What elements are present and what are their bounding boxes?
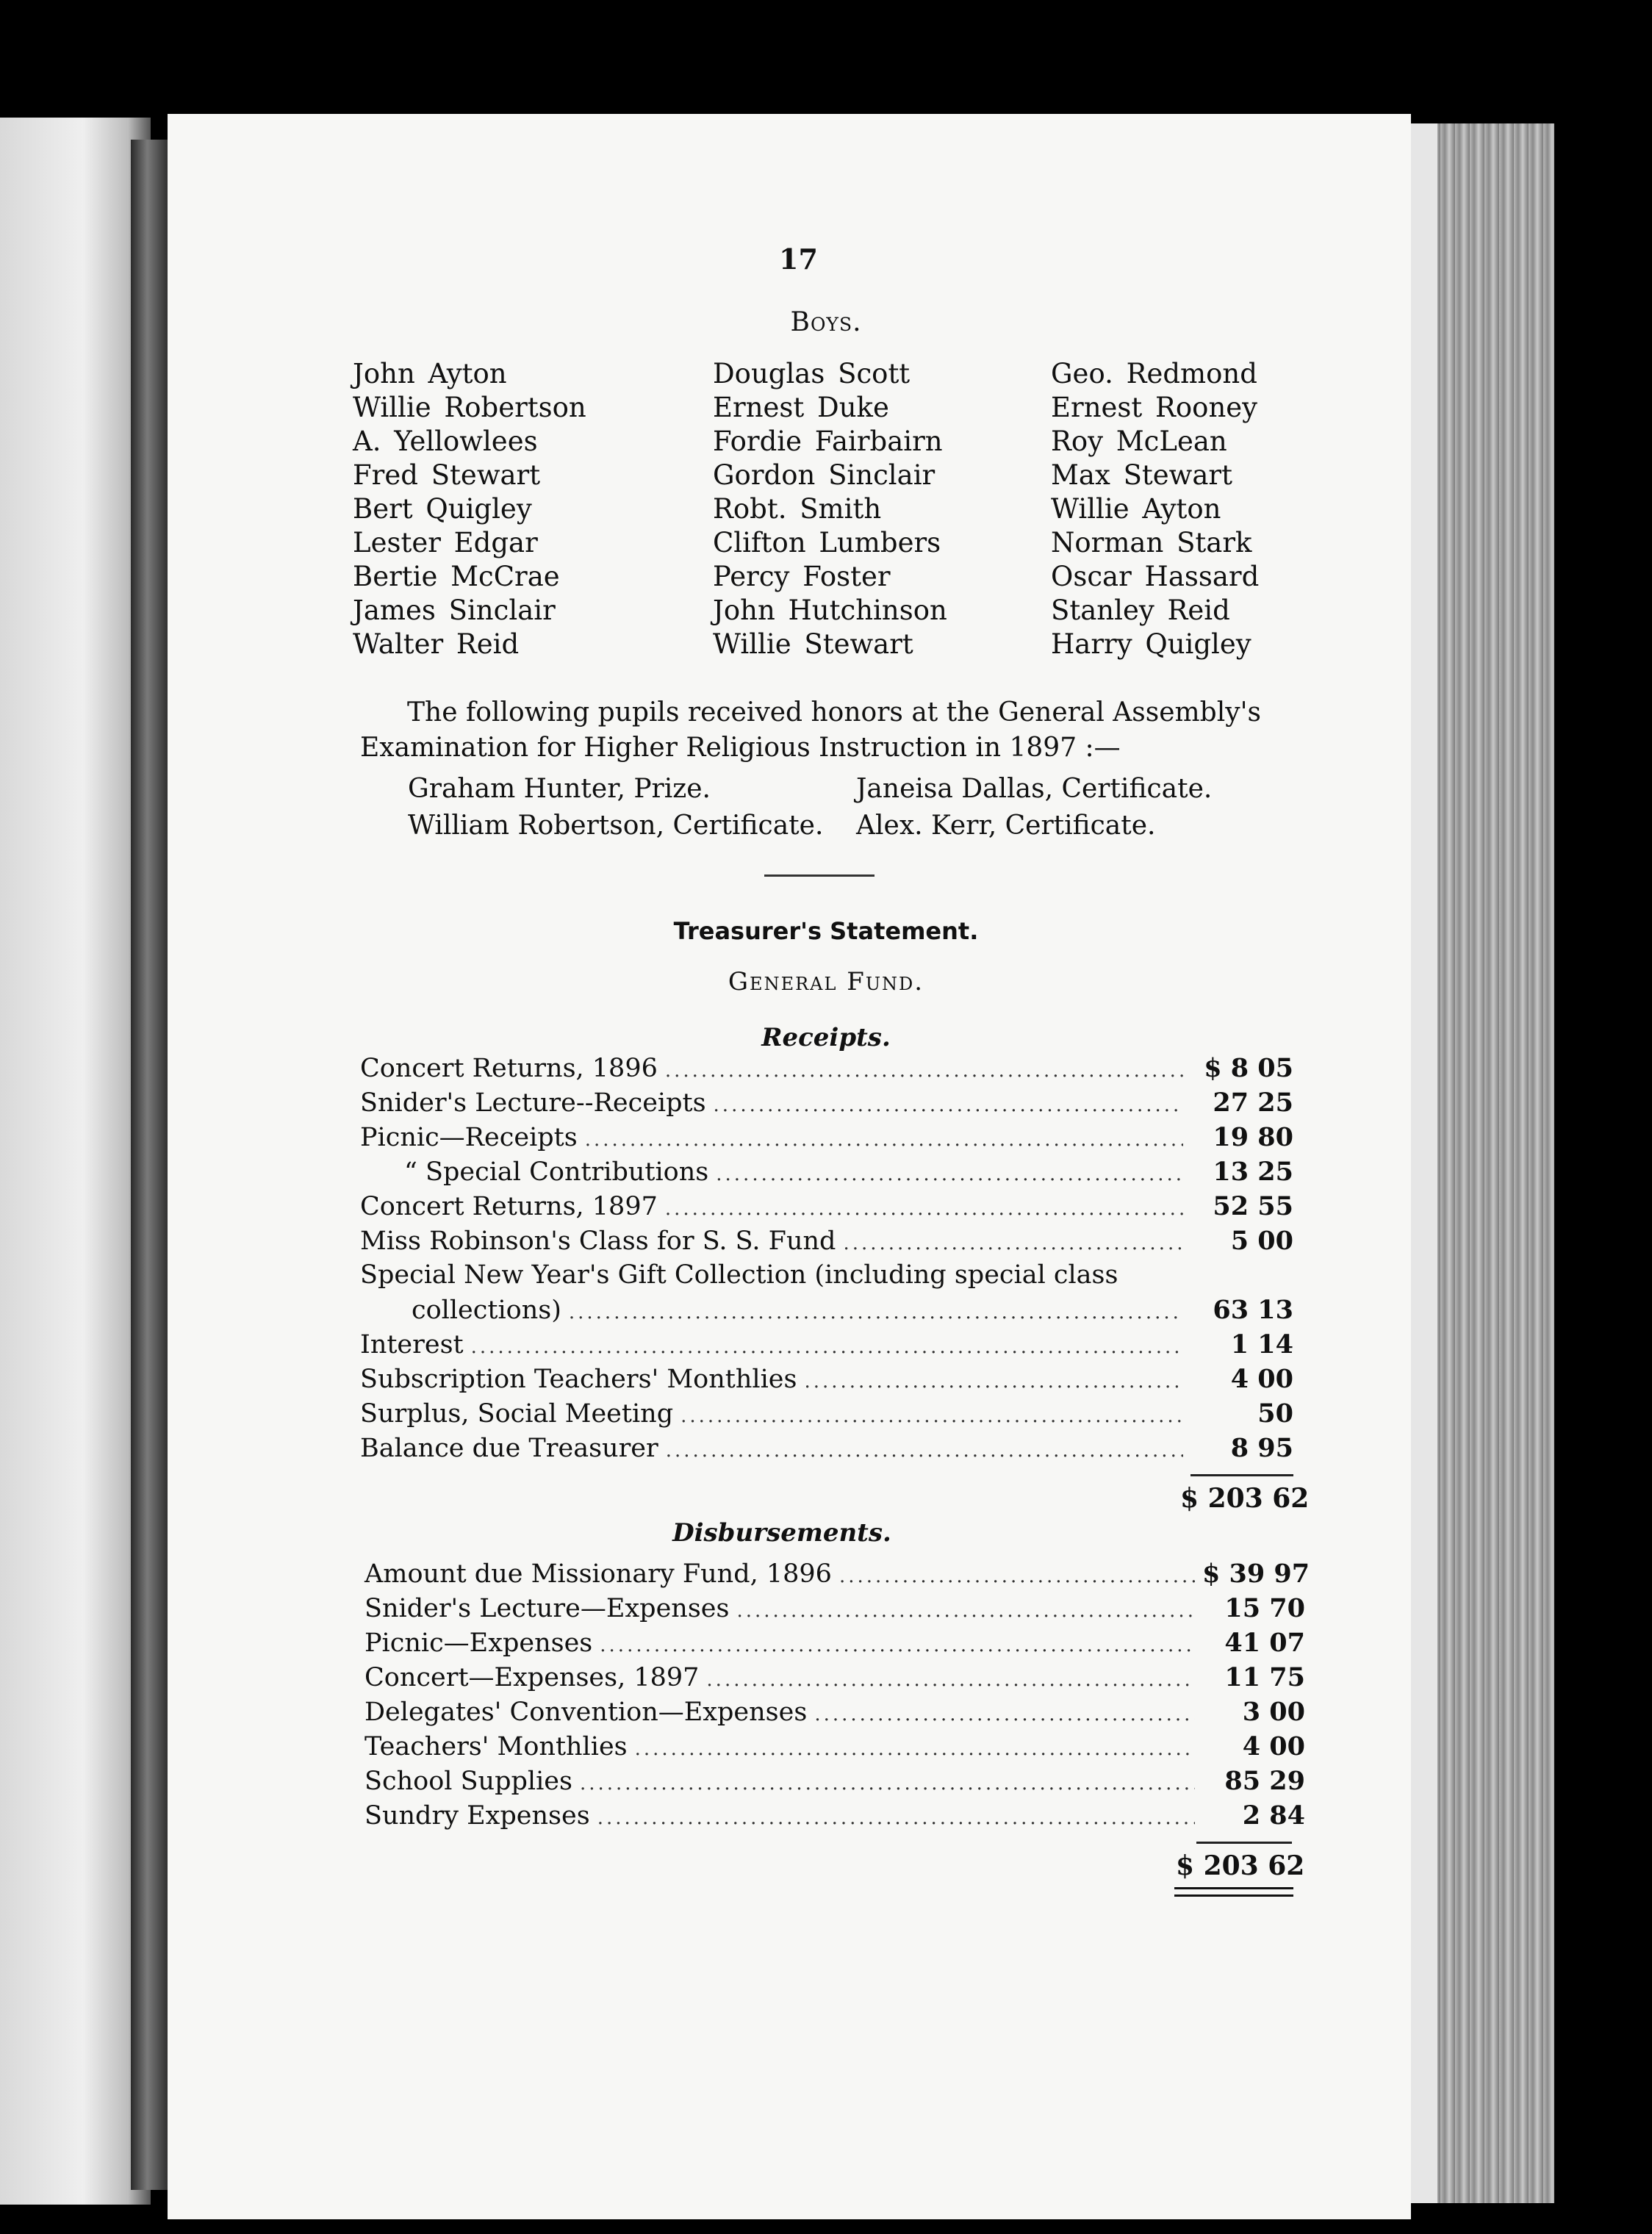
ledger-label: “ Special Contributions xyxy=(404,1157,709,1187)
double-rule-top xyxy=(1174,1887,1293,1889)
ledger-amount: $ 8 05 xyxy=(1204,1053,1293,1083)
ledger-amount: 13 25 xyxy=(1213,1157,1293,1187)
ledger-row xyxy=(364,1764,1305,1798)
ledger-label: Snider's Lecture--Receipts xyxy=(360,1088,706,1118)
ledger-row xyxy=(360,1327,1293,1362)
boy-name: Harry Quigley xyxy=(1051,628,1251,660)
leader-dots xyxy=(471,1330,1183,1365)
ledger-label: Picnic—Receipts xyxy=(360,1123,578,1152)
ledger-label: Sundry Expenses xyxy=(364,1801,590,1831)
boys-list xyxy=(353,357,1279,661)
ledger-row xyxy=(360,1396,1293,1431)
ledger-row xyxy=(364,1591,1305,1626)
ledger-row xyxy=(360,1085,1293,1120)
leader-dots xyxy=(580,1767,1195,1801)
boy-name: Walter Reid xyxy=(353,628,520,660)
boy-name: Fordie Fairbairn xyxy=(713,425,943,457)
ledger-row xyxy=(360,1051,1293,1085)
ledger-amount: 5 00 xyxy=(1230,1226,1293,1256)
left-facing-page xyxy=(0,118,151,2205)
boy-name: Roy McLean xyxy=(1051,425,1227,457)
honors-list xyxy=(408,772,1290,844)
ledger-row xyxy=(364,1626,1305,1660)
ledger-amount: 8 95 xyxy=(1230,1433,1293,1463)
receipts-heading: Receipts. xyxy=(761,1023,891,1052)
leader-dots xyxy=(597,1801,1195,1836)
ledger-amount: 4 00 xyxy=(1230,1364,1293,1394)
leader-dots xyxy=(680,1399,1183,1434)
ledger-label: Concert Returns, 1897 xyxy=(360,1192,658,1221)
boy-name: John Hutchinson xyxy=(713,595,947,626)
boy-name: Willie Robertson xyxy=(353,392,586,423)
boy-name: Norman Stark xyxy=(1051,527,1252,558)
boy-name: John Ayton xyxy=(353,358,507,389)
ledger-row xyxy=(360,1154,1293,1189)
boy-name: Lester Edgar xyxy=(353,527,538,558)
ledger-amount: 4 00 xyxy=(1242,1731,1305,1761)
leader-dots xyxy=(665,1192,1183,1226)
leader-dots xyxy=(635,1732,1195,1767)
boy-name: Geo. Redmond xyxy=(1051,358,1257,389)
page-edge-shade xyxy=(1411,123,1437,2203)
ledger-amount: 1 14 xyxy=(1230,1329,1293,1360)
disbursements-total-rule xyxy=(1196,1842,1292,1844)
boy-name: Clifton Lumbers xyxy=(713,527,941,558)
leader-dots xyxy=(814,1698,1195,1732)
leader-dots xyxy=(839,1559,1195,1594)
ledger-row xyxy=(360,1362,1293,1396)
ledger-label: Concert Returns, 1896 xyxy=(360,1054,658,1083)
ledger-row xyxy=(364,1660,1305,1695)
boy-name: Ernest Rooney xyxy=(1051,392,1258,423)
boys-column-2 xyxy=(713,357,1014,661)
ledger-amount: 11 75 xyxy=(1224,1662,1305,1692)
ledger-amount: 52 55 xyxy=(1213,1191,1293,1221)
ledger-label: Surplus, Social Meeting xyxy=(360,1399,674,1429)
ledger-row xyxy=(364,1556,1310,1591)
ledger-amount: 63 13 xyxy=(1213,1295,1293,1325)
boy-name: Robt. Smith xyxy=(713,493,882,525)
ledger-label: Teachers' Monthlies xyxy=(364,1732,628,1761)
ledger-amount: 2 84 xyxy=(1242,1800,1305,1831)
ledger-row xyxy=(364,1798,1305,1833)
boy-name: A. Yellowlees xyxy=(353,425,538,457)
ledger-label: Interest xyxy=(360,1330,464,1360)
boy-name: Willie Ayton xyxy=(1051,493,1221,525)
boy-name: Percy Foster xyxy=(713,561,891,592)
honor-entry: Graham Hunter, Prize. xyxy=(408,774,711,804)
boy-name: Bertie McCrae xyxy=(353,561,560,592)
leader-dots xyxy=(843,1226,1183,1261)
leader-dots xyxy=(665,1054,1183,1088)
ledger-amount: 3 00 xyxy=(1242,1697,1305,1727)
book-gutter xyxy=(131,140,168,2190)
ledger-label: Special New Year's Gift Collection (including special class xyxy=(360,1260,1118,1290)
boys-heading: Boys. xyxy=(790,307,862,337)
ledger-label: Picnic—Expenses xyxy=(364,1628,593,1658)
honor-entry: Alex. Kerr, Certificate. xyxy=(856,811,1156,841)
honors-intro-line-1: The following pupils received honors at the General Assembly's xyxy=(407,697,1261,728)
leader-dots xyxy=(569,1296,1183,1330)
general-fund-title: General Fund. xyxy=(728,967,924,996)
ledger-amount: $ 39 97 xyxy=(1202,1559,1310,1589)
boy-name: Stanley Reid xyxy=(1051,595,1230,626)
leader-dots xyxy=(666,1434,1183,1468)
ledger-label: Miss Robinson's Class for S. S. Fund xyxy=(360,1226,836,1256)
ledger-label: Amount due Missionary Fund, 1896 xyxy=(364,1559,832,1589)
ledger-label: Concert—Expenses, 1897 xyxy=(364,1663,700,1692)
boy-name: Gordon Sinclair xyxy=(713,459,935,491)
boys-column-3 xyxy=(1051,357,1279,661)
honor-entry: Janeisa Dallas, Certificate. xyxy=(856,774,1213,804)
ledger-label: Delegates' Convention—Expenses xyxy=(364,1698,808,1727)
ledger-amount: 19 80 xyxy=(1213,1122,1293,1152)
ledger-label: collections) xyxy=(412,1296,561,1325)
ledger-amount: 15 70 xyxy=(1224,1593,1305,1623)
boy-name: Douglas Scott xyxy=(713,358,911,389)
boy-name: Bert Quigley xyxy=(353,493,532,525)
boys-column-1 xyxy=(353,357,676,661)
double-rule-bottom xyxy=(1174,1894,1293,1897)
boy-name: Fred Stewart xyxy=(353,459,541,491)
ledger-amount: 27 25 xyxy=(1213,1088,1293,1118)
receipts-table xyxy=(360,1051,1293,1465)
ledger-row xyxy=(360,1120,1293,1154)
boy-name: Ernest Duke xyxy=(713,392,889,423)
page-number: 17 xyxy=(779,243,818,276)
receipts-total-rule xyxy=(1190,1474,1293,1476)
boy-name: Willie Stewart xyxy=(713,628,913,660)
ledger-label: Balance due Treasurer xyxy=(360,1434,658,1463)
disbursements-table xyxy=(364,1556,1310,1833)
honor-entry: William Robertson, Certificate. xyxy=(408,811,824,841)
leader-dots xyxy=(804,1365,1183,1399)
honors-intro xyxy=(360,695,1286,766)
disbursements-heading: Disbursements. xyxy=(672,1518,891,1548)
leader-dots xyxy=(714,1088,1183,1123)
boy-name: James Sinclair xyxy=(353,595,556,626)
ledger-label: Subscription Teachers' Monthlies xyxy=(360,1365,797,1394)
ledger-amount: 85 29 xyxy=(1224,1766,1305,1796)
leader-dots xyxy=(736,1594,1195,1628)
honors-intro-line-2: Examination for Higher Religious Instruction in 1897 :— xyxy=(360,733,1121,763)
ledger-amount: 41 07 xyxy=(1224,1628,1305,1658)
ledger-row xyxy=(360,1431,1293,1465)
treasurer-statement-title: Treasurer's Statement. xyxy=(673,917,979,945)
ledger-row xyxy=(364,1729,1305,1764)
ledger-amount: 50 xyxy=(1257,1398,1293,1429)
boy-name: Max Stewart xyxy=(1051,459,1232,491)
ledger-label: School Supplies xyxy=(364,1767,572,1796)
ledger-label: Snider's Lecture—Expenses xyxy=(364,1594,730,1623)
leader-dots xyxy=(716,1157,1183,1192)
ledger-row xyxy=(364,1695,1305,1729)
ledger-row xyxy=(360,1258,1293,1293)
ledger-row xyxy=(360,1224,1293,1258)
section-divider xyxy=(764,874,875,877)
ledger-row xyxy=(360,1293,1293,1327)
receipts-total: $ 203 62 xyxy=(1180,1483,1310,1514)
leader-dots xyxy=(706,1663,1195,1698)
disbursements-total: $ 203 62 xyxy=(1176,1850,1305,1881)
leader-dots xyxy=(585,1123,1183,1157)
boy-name: Oscar Hassard xyxy=(1051,561,1260,592)
ledger-row xyxy=(360,1189,1293,1224)
leader-dots xyxy=(600,1628,1195,1663)
